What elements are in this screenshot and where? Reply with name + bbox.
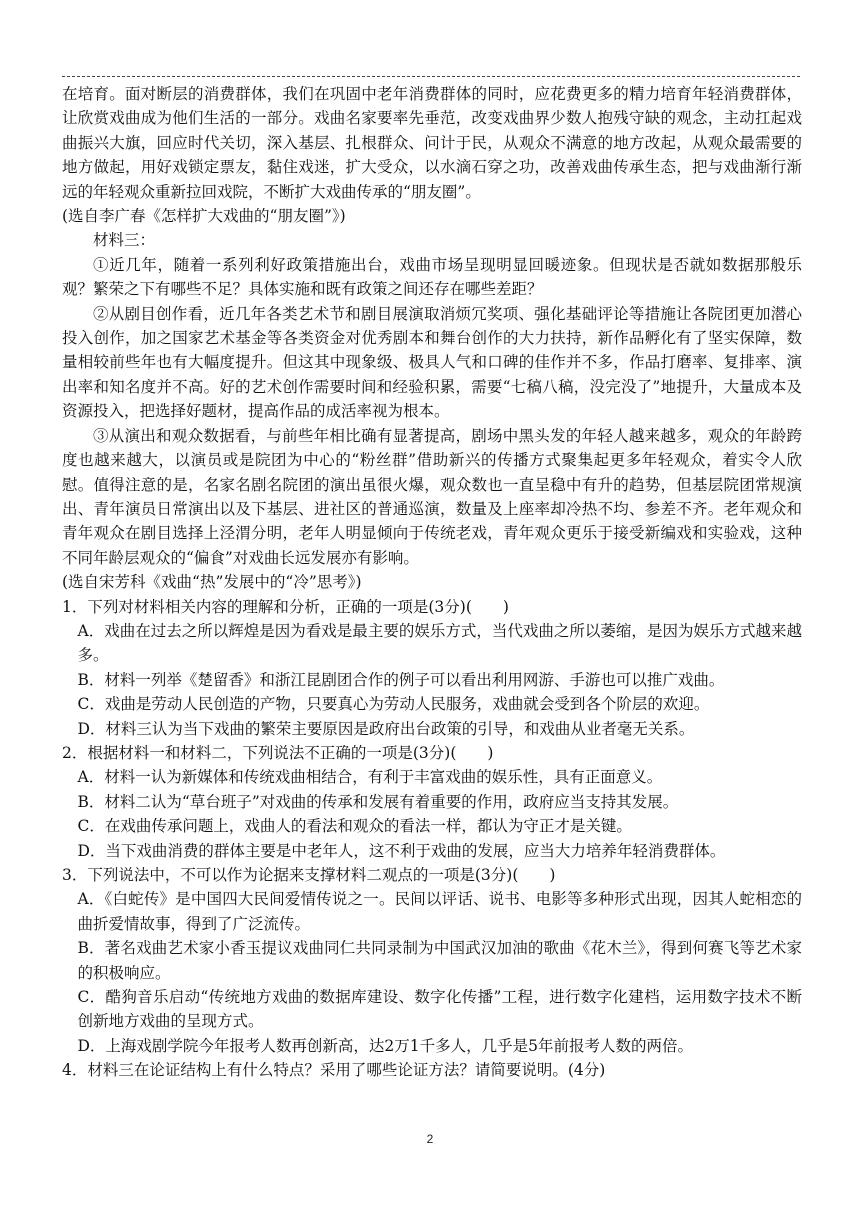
question-1-option-c: C．戏曲是劳动人民创造的产物，只要真心为劳动人民服务，戏曲就会受到各个阶层的欢迎。 (77, 695, 710, 714)
question-1-option-a: A．戏曲在过去之所以辉煌是因为看戏是最主要的娱乐方式，当代戏曲之所以萎缩，是因为娱乐方式越来越多。 (77, 621, 802, 665)
material3-paragraph-3: ③从演出和观众数据看，与前些年相比确有显著提高，剧场中黑头发的年轻人越来越多，观众的年龄跨度也越来越大，以演员或是院团为中心的“粉丝群”借助新兴的传播方式聚集起更多年轻观众，着实令人欣慰。值得注意的是，名家名剧名院团的演出虽很火爆，观众数也一直呈稳中有升的趋势，但基层院团常规演出、青年演员日常演出以及下基层、进社区的普通巡演，数量及上座率却冷热不均、参差不齐。老年观众和青年观众在剧目选择上泾渭分明，老年人明显倾向于传统老戏，青年观众更乐于接受新编戏和实验戏，这种不同年龄层观众的“偏食”对戏曲长远发展亦有影响。 (62, 426, 802, 567)
material3-source: (选自宋芳科《戏曲“热”发展中的“冷”思考》) (62, 573, 362, 592)
question-2-stem: 2．根据材料一和材料二，下列说法不正确的一项是(3分)( ) (62, 743, 494, 762)
material3-paragraph-2: ②从剧目创作看，近几年各类艺术节和剧目展演取消烦冗奖项、强化基础评论等措施让各院团更加潜心投入创作，加之国家艺术基金等各类资金对优秀剧本和舞台创作的大力扶持，新作品孵化有了坚实保障，数量相较前些年也有大幅度提升。但这其中现象级、极具人气和口碑的佳作并不多，作品打磨率、复排率、演出率和知名度并不高。好的艺术创作需要时间和经验积累，需要“七稿八稿，没完没了”地提升，大量成本及资源投入，把选择好题材，提高作品的成活率视为根本。 (62, 304, 802, 421)
question-3-option-d: D．上海戏剧学院今年报考人数再创新高，达2万1千多人，几乎是5年前报考人数的两倍。 (77, 1036, 694, 1055)
material3-heading: 材料三： (93, 231, 156, 250)
question-2-option-d: D．当下戏曲消费的群体主要是中老年人，这不利于戏曲的发展，应当大力培养年轻消费群体。 (77, 841, 726, 860)
question-3-option-c: C．酷狗音乐启动“传统地方戏曲的数据库建设、数字化传播”工程，进行数字化建档，运用数字技术不断创新地方戏曲的呈现方式。 (77, 988, 802, 1031)
question-2-option-c: C．在戏曲传承问题上，戏曲人的看法和观众的看法一样，都认为守正才是关键。 (77, 817, 632, 836)
material2-source: (选自李广春《怎样扩大戏曲的“朋友圈”》) (62, 207, 346, 226)
material2-tail-paragraph: 在培育。面对断层的消费群体，我们在巩固中老年消费群体的同时，应花费更多的精力培育年轻消费群体，让欣赏戏曲成为他们生活的一部分。戏曲名家要率先垂范，改变戏曲界少数人抱残守缺的观念，主动扛起戏曲振兴大旗，回应时代关切，深入基层、扎根群众、问计于民，从观众不满意的地方改起，从观众最需要的地方做起，用好戏锁定票友，黏住戏迷，扩大受众，以水滴石穿之功，改善戏曲传承生态，把与戏曲渐行渐远的年轻观众重新拉回戏院，不断扩大戏曲传承的“朋友圈”。 (62, 85, 802, 201)
header-divider (62, 76, 800, 77)
material3-paragraph-1: ①近几年，随着一系列利好政策措施出台，戏曲市场呈现明显回暖迹象。但现状是否就如数据那般乐观？繁荣之下有哪些不足？具体实施和既有政策之间还存在哪些差距？ (62, 255, 802, 299)
page-number: 2 (426, 1132, 434, 1146)
question-2-option-b: B．材料二认为“草台班子”对戏曲的传承和发展有着重要的作用，政府应当支持其发展。 (77, 792, 679, 811)
question-3-option-a: A．《白蛇传》是中国四大民间爱情传说之一。民间以评话、说书、电影等多种形式出现，因其人蛇相恋的曲折爱情故事，得到了广泛流传。 (77, 890, 802, 933)
question-3-option-b: B．著名戏曲艺术家小香玉提议戏曲同仁共同录制为中国武汉加油的歌曲《花木兰》，得到何赛飞等艺术家的积极响应。 (77, 939, 802, 982)
question-4-stem: 4．材料三在论证结构上有什么特点？采用了哪些论证方法？请简要说明。(4分) (62, 1061, 606, 1080)
page-content (62, 82, 802, 1083)
question-1-option-b: B．材料一列举《楚留香》和浙江昆剧团合作的例子可以看出利用网游、手游也可以推广戏曲。 (77, 670, 725, 689)
question-3-stem: 3．下列说法中，不可以作为论据来支撑材料二观点的一项是(3分)( ) (62, 866, 556, 884)
question-1-stem: 1．下列对材料相关内容的理解和分析，正确的一项是(3分)( ) (62, 597, 509, 616)
question-1-option-d: D．材料三认为当下戏曲的繁荣主要原因是政府出台政策的引导，和戏曲从业者毫无关系。 (77, 719, 695, 738)
question-2-option-a: A．材料一认为新媒体和传统戏曲相结合，有利于丰富戏曲的娱乐性，具有正面意义。 (77, 768, 663, 787)
